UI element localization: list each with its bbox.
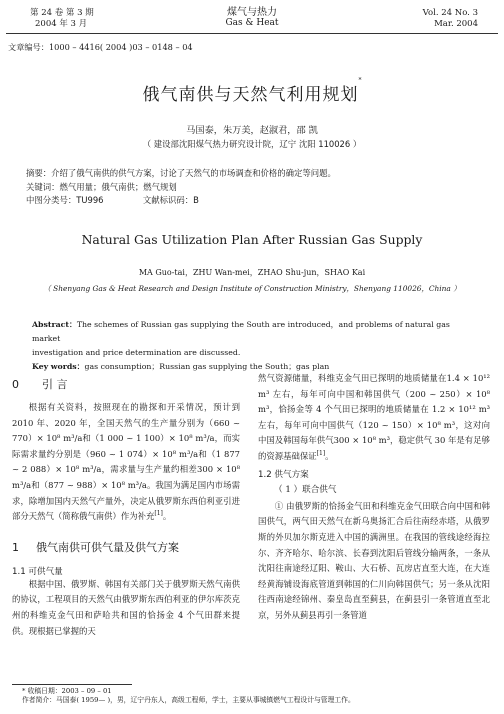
section-0-end: 。 (162, 511, 172, 522)
section-1-1-paragraph: 根据中国、俄罗斯、韩国有关部门关于俄罗斯天然气南供的协议，工程项目的天然气由俄罗斯东西伯利亚的伊尔库茨克州的科维克金气田和萨哈共和国的恰扬金 4 个气田群来提供。现根据已掌握的天 (12, 578, 240, 636)
ref-mark-2: [1] (316, 449, 326, 457)
footnote-received: 收稿日期：2003 – 09 – 01 (27, 687, 112, 695)
abstract-en-label: Abstract： (32, 320, 77, 329)
section-0-heading (12, 376, 240, 392)
keywords-cn: 关键词：燃气用量；俄气南供；燃气规划 (26, 181, 177, 192)
section-0-number: 0 (12, 378, 19, 391)
abstract-cn: 摘要：介绍了俄气南供的供气方案，讨论了天然气的市场调查和价格的确定等问题。 (26, 168, 336, 178)
journal-cn: 煤气与热力 (227, 7, 277, 18)
title-en: Natural Gas Utilization Plan After Russian Gas Supply (81, 232, 423, 247)
journal-en: Gas & Heat (225, 18, 279, 28)
section-1-number: 1 (12, 540, 19, 554)
abstract-en-line1 (32, 318, 474, 346)
section-1-heading (12, 539, 240, 555)
section-0-paragraph (12, 400, 240, 525)
section-1-2-1-heading: （ 1 ）联合供气 (274, 485, 337, 496)
footnote-received-line (22, 687, 355, 696)
section-1-1-heading: 1.1 可供气量 (12, 566, 63, 577)
abstract-en-text1: The schemes of Russian gas supplying the South are introduced，and problems of natural gas market (32, 320, 450, 343)
volume-cn: 第 24 卷 第 3 期 (30, 8, 94, 18)
abstract-en-block (32, 318, 474, 374)
left-column (12, 374, 240, 639)
section-0-text: 根据有关资料，按照现在的勘探和开采情况，预计到 2010 年、2020 年，全国天然气的生产量分别为（660 ~ 770）× 10⁸ m³/a和（1 000 ~ 1 100）× 10⁸ m³/a，而实际需求量约分别是（960 ~ 1 074）× 10⁸ m³/a和（1 877 ~ 2 088）× 10⁸ m³/a，需求量与生产量约相差300 × 10⁸ m³/a和（877 ~ 988）× 10⁸ m³/a。我国为满足国内市场需求，除增加国内天然气产量外，决定从俄罗斯东西伯利亚引进部分天然气（简称俄气南供）作为补充 (12, 402, 240, 522)
right-column (258, 371, 490, 624)
abstract-en-line2: investigation and price determination are discussed. (32, 348, 241, 357)
keywords-en: gas consumption；Russian gas supplying the South；gas plan (84, 362, 330, 371)
article-number: 文章编号：1000 – 4416( 2004 )03 – 0148 – 04 (8, 42, 193, 52)
resource-text: 然气资源储量，科维克金气田已探明的地质储量在1.4 × 10¹² m³ 左右，每年可向中国和韩国供气（200 ~ 250）× 10⁸ m³，恰扬金等 4 个气田已探明的地质储量在 1.2 × 10¹² m³ 左右，每年可向中国供气（120 ~ 150）× 10⁸ m³，这对向中国及韩国每年供气300 × 10⁸ m³，稳定供气 30 年是有足够的资源基础保证 (258, 373, 490, 461)
authors-cn: 马国泰，朱万美，赵淑君，邵 凯 (186, 125, 318, 136)
date-cn: 2004 年 3 月 (35, 19, 88, 29)
title-cn: 俄气南供与天然气利用规划 (142, 85, 359, 105)
issue-info-en (423, 8, 478, 30)
footnote (22, 687, 355, 705)
resource-paragraph (258, 371, 490, 465)
footnote-rule (12, 684, 132, 685)
classification (26, 194, 336, 208)
document-code: 文献标识码：B (142, 195, 199, 206)
authors-en: MA Guo-tai，ZHU Wan-mei，ZHAO Shu-jun，SHAO Kai (138, 268, 366, 277)
header-rule (6, 33, 498, 34)
date-en: Mar. 2004 (434, 19, 478, 29)
section-1-title: 俄气南供可供气量及供气方案 (36, 540, 179, 554)
affiliation-en: （ Shenyang Gas & Heat Research and Design Institute of Construction Ministry，Shenyang 110026，China ） (43, 284, 461, 293)
resource-end: 。 (325, 450, 334, 461)
affiliation-cn: （ 建设部沈阳煤气热力研究设计院，辽宁 沈阳 110026 ） (142, 139, 362, 149)
issue-info-cn (30, 8, 94, 30)
class-number: 中图分类号：TU996 (26, 195, 104, 206)
title-footnote-mark: * (358, 77, 362, 84)
ref-mark-1: [1] (154, 510, 163, 518)
footnote-mark: * (22, 687, 26, 695)
section-1-2-heading: 1.2 供气方案 (258, 469, 309, 480)
volume-en: Vol. 24 No. 3 (422, 8, 478, 18)
abstract-cn-block (26, 167, 336, 208)
title-block (0, 77, 504, 105)
footnote-author: 作者简介：马国泰( 1959— )，男，辽宁丹东人，高级工程师，学士，主要从事城镇燃气工程设计与管理工作。 (22, 696, 355, 704)
journal-name (180, 7, 324, 29)
joint-supply-paragraph: ① 由俄罗斯的恰扬金气田和科维克金气田联合向中国和韩国供气，两气田天然气在新乌奥扬汇合后往南经赤塔，从俄罗斯的外贝加尔斯克进入中国的满洲里。在我国的管线途经海拉尔、齐齐哈尔、哈尔滨、长春到沈阳后管线分输两条，一条从沈阳往南途经辽阳、鞍山、大石桥、瓦房店直至大连，在大连经黄海铺设海底管道到韩国的仁川向韩国供气；另一条从沈阳往西南途经锦州、秦皇岛直至蓟县，在蓟县引一条管道直至北京，另外从蓟县再引一条管道 (258, 500, 490, 620)
keywords-en-label: Key words： (32, 362, 85, 371)
section-0-title: 引 言 (42, 378, 68, 391)
